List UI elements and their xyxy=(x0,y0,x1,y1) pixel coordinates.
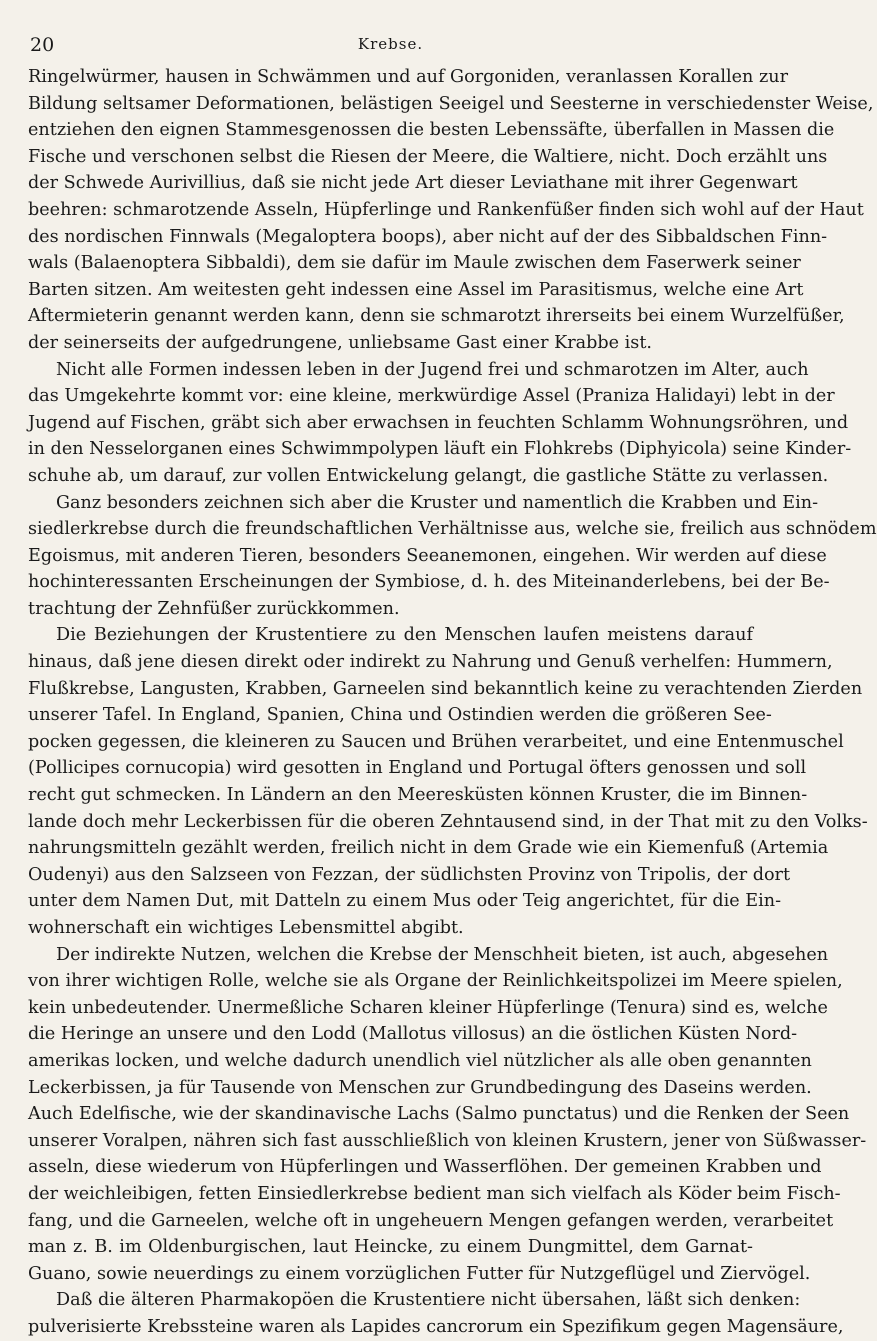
text-line: Auch Edelfische, wie der skandinavische Lachs (Salmo punctatus) und die Renken der Seen xyxy=(28,1104,850,1125)
text-line: wohnerschaft ein wichtiges Lebensmittel abgibt. xyxy=(28,918,464,938)
text-line: (Pollicipes cornucopia) wird gesotten in England und Portugal öfters genossen und soll xyxy=(28,758,807,779)
text-line: nahrungsmitteln gezählt werden, freilich nicht in dem Grade wie ein Kiemenfuß (Artemia xyxy=(28,838,829,859)
page-header xyxy=(28,34,753,56)
text-line: in den Nesselorganen eines Schwimmpolypen läuft ein Flohkrebs (Diphyicola) seine Kinder- xyxy=(28,439,852,460)
text-line: asseln, diese wiederum von Hüpferlingen und Wasserflöhen. Der gemeinen Krabben und xyxy=(28,1157,822,1178)
text-line: wals (Balaenoptera Sibbaldi), dem sie dafür im Maule zwischen dem Faserwerk seiner xyxy=(28,253,801,274)
text-line: Die Beziehungen der Krustentiere zu den Menschen laufen meistens darauf xyxy=(56,625,753,646)
paragraph xyxy=(28,357,852,490)
text-line: Der indirekte Nutzen, welchen die Krebse der Menschheit bieten, ist auch, abgesehen xyxy=(56,944,829,965)
text-line: man z. B. im Oldenburgischen, laut Heincke, zu einem Dungmittel, dem Garnat- xyxy=(28,1237,753,1258)
text-line: fang, und die Garneelen, welche oft in ungeheuern Mengen gefangen werden, verarbeitet xyxy=(28,1210,834,1231)
running-head: Krebse. xyxy=(357,35,424,53)
text-line: unserer Tafel. In England, Spanien, China und Ostindien werden die größeren See- xyxy=(28,705,772,726)
page-number: 20 xyxy=(30,34,55,56)
text-line: unter dem Namen Dut, mit Datteln zu einem Mus oder Teig angerichtet, für die Ein- xyxy=(28,891,782,912)
text-line: Nicht alle Formen indessen leben in der Jugend frei und schmarotzen im Alter, auch xyxy=(56,359,809,380)
text-line: lande doch mehr Leckerbissen für die oberen Zehntausend sind, in der That mit zu den Volks- xyxy=(28,811,868,832)
paragraph xyxy=(28,64,874,357)
text-line: Ganz besonders zeichnen sich aber die Kruster und namentlich die Krabben und Ein- xyxy=(56,492,819,513)
text-line: das Umgekehrte kommt vor: eine kleine, merkwürdige Assel (Praniza Halidayi) lebt in der xyxy=(28,386,835,407)
text-line: unserer Voralpen, nähren sich fast ausschließlich von kleinen Krustern, jener von Süßwasser- xyxy=(28,1130,867,1151)
text-line: Leckerbissen, ja für Tausende von Menschen zur Grundbedingung des Daseins werden. xyxy=(28,1077,812,1098)
text-line: der seinerseits der aufgedrungene, unliebsame Gast einer Krabbe ist. xyxy=(28,332,652,353)
text-line: Aftermieterin genannt werden kann, denn sie schmarotzt ihrerseits bei einem Wurzelfüßer, xyxy=(28,306,845,327)
page-body xyxy=(28,64,877,1341)
text-line: Flußkrebse, Langusten, Krabben, Garneelen sind bekanntlich keine zu verachtenden Zierden xyxy=(28,678,863,699)
paragraph xyxy=(28,1287,844,1340)
text-line: Barten sitzen. Am weitesten geht indessen eine Assel im Parasitismus, welche eine Art xyxy=(28,279,804,300)
text-line: beehren: schmarotzende Asseln, Hüpferlinge und Rankenfüßer finden sich wohl auf der Haut xyxy=(28,199,864,220)
text-line: trachtung der Zehnfüßer zurückkommen. xyxy=(28,598,400,619)
text-line: siedlerkrebse durch die freundschaftlichen Verhältnisse aus, welche sie, freilich aus schnödem xyxy=(28,519,877,540)
text-line: Fische und verschonen selbst die Riesen der Meere, die Waltiere, nicht. Doch erzählt uns xyxy=(28,146,828,167)
text-line: entziehen den eignen Stammesgenossen die besten Lebenssäfte, überfallen in Massen die xyxy=(28,120,835,141)
text-line: Ringelwürmer, hausen in Schwämmen und auf Gorgoniden, veranlassen Korallen zur xyxy=(28,67,788,87)
text-line: der weichleibigen, fetten Einsiedlerkrebse bedient man sich vielfach als Köder beim Fisch- xyxy=(28,1183,841,1204)
text-line: von ihrer wichtigen Rolle, welche sie als Organe der Reinlichkeitspolizei im Meere spielen, xyxy=(28,971,843,992)
text-line: Daß die älteren Pharmakopöen die Krustentiere nicht übersahen, läßt sich denken: xyxy=(56,1290,801,1311)
text-line: des nordischen Finnwals (Megaloptera boops), aber nicht auf der des Sibbaldschen Finn- xyxy=(28,226,828,247)
text-line: schuhe ab, um darauf, zur vollen Entwickelung gelangt, die gastliche Stätte zu verlassen. xyxy=(28,465,829,486)
text-line: amerikas locken, und welche dadurch unendlich viel nützlicher als alle oben genannten xyxy=(28,1050,812,1071)
text-line: recht gut schmecken. In Ländern an den Meeresküsten können Kruster, die im Binnen- xyxy=(28,785,808,806)
text-line: pulverisierte Krebssteine waren als Lapides cancrorum ein Spezifikum gegen Magensäure, xyxy=(28,1316,844,1337)
text-line: der Schwede Aurivillius, daß sie nicht jede Art dieser Leviathane mit ihrer Gegenwart xyxy=(28,173,798,194)
text-line: Bildung seltsamer Deformationen, belästigen Seeigel und Seesterne in verschiedenster Weise, xyxy=(28,93,874,114)
text-line: Jugend auf Fischen, gräbt sich aber erwachsen in feuchten Schlamm Wohnungsröhren, und xyxy=(28,412,849,433)
text-line: Oudenyi) aus den Salzseen von Fezzan, der südlichsten Provinz von Tripolis, der dort xyxy=(28,864,791,885)
text-line: hinaus, daß jene diesen direkt oder indirekt zu Nahrung und Genuß verhelfen: Hummern, xyxy=(28,652,833,673)
text-line: kein unbedeutender. Unermeßliche Scharen kleiner Hüpferlinge (Tenura) sind es, welche xyxy=(28,997,828,1018)
text-line: hochinteressanten Erscheinungen der Symbiose, d. h. des Miteinanderlebens, bei der Be- xyxy=(28,572,830,593)
paragraph xyxy=(28,622,868,941)
text-line: Guano, sowie neuerdings zu einem vorzüglichen Futter für Nutzgeflügel und Ziervögel. xyxy=(28,1263,811,1284)
text-line: Egoismus, mit anderen Tieren, besonders Seeanemonen, eingehen. Wir werden auf diese xyxy=(28,545,827,566)
text-line: die Heringe an unsere und den Lodd (Mallotus villosus) an die östlichen Küsten Nord- xyxy=(28,1024,798,1045)
paragraph xyxy=(28,490,877,623)
paragraph xyxy=(28,942,867,1288)
text-line: pocken gegessen, die kleineren zu Saucen und Brühen verarbeitet, und eine Entenmuschel xyxy=(28,731,844,752)
